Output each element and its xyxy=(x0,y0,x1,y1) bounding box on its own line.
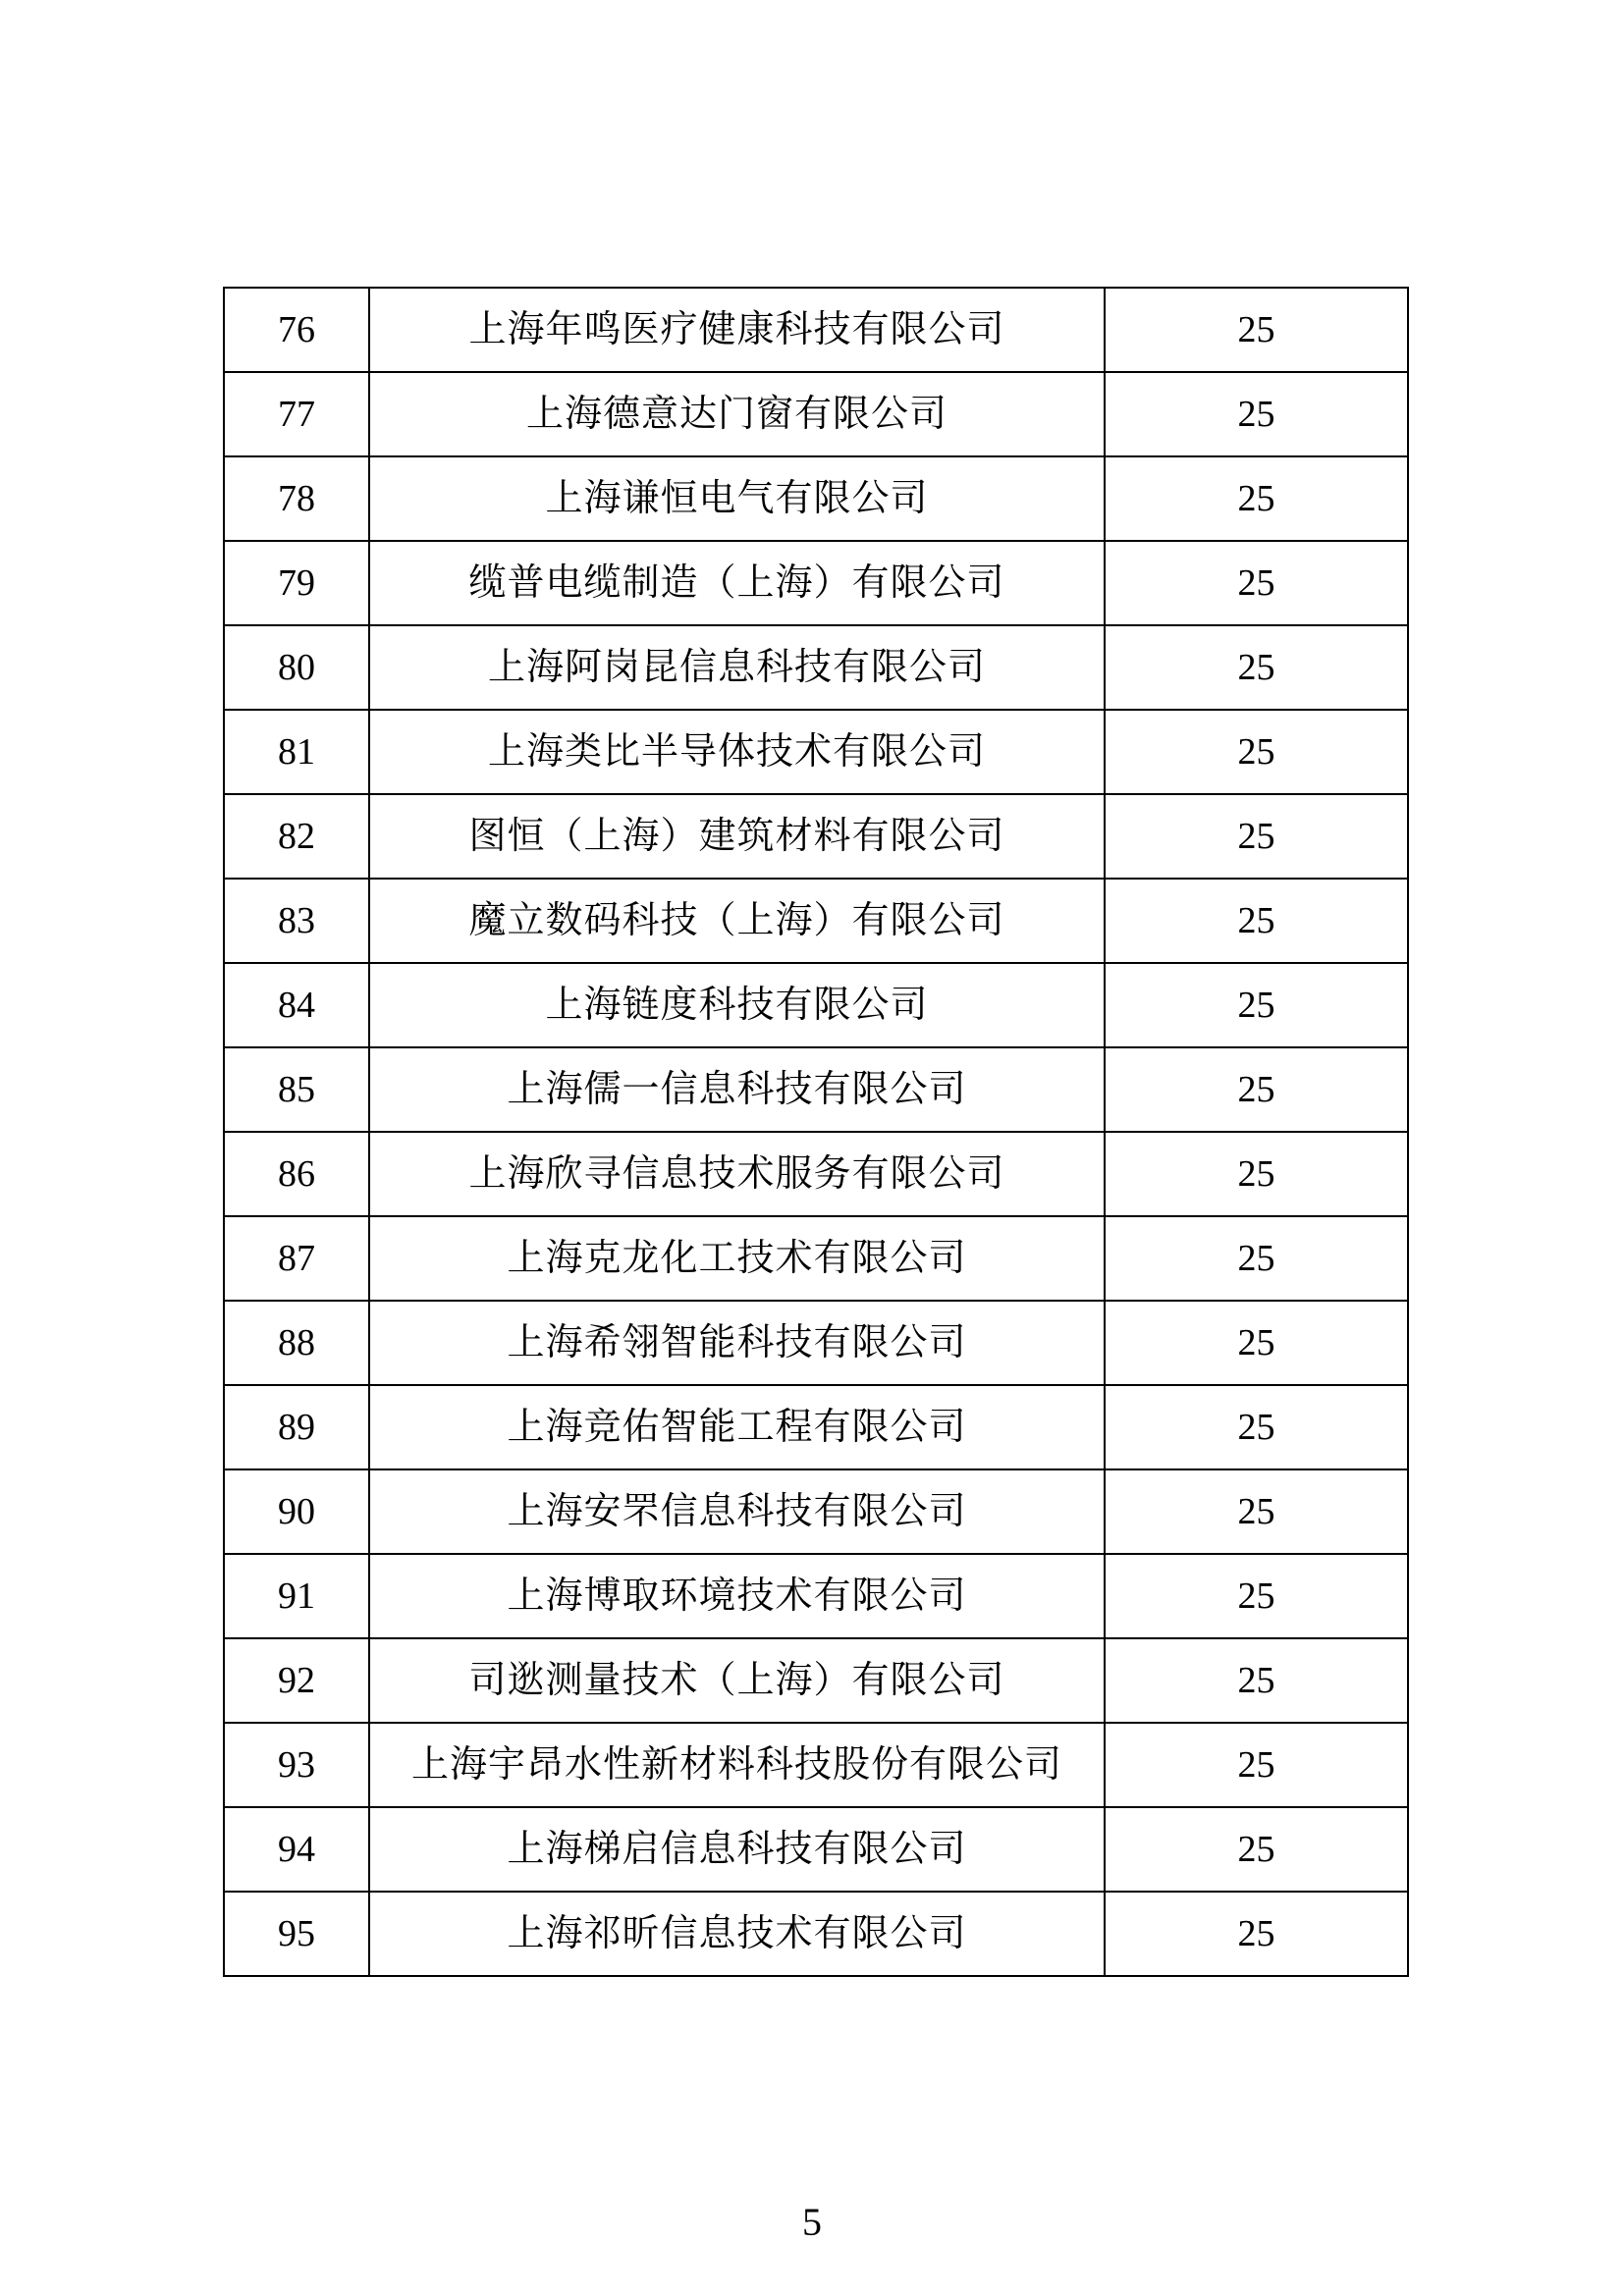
row-number-cell: 81 xyxy=(224,710,369,794)
table-body xyxy=(224,288,1408,1976)
company-name-cell: 上海儒一信息科技有限公司 xyxy=(369,1047,1105,1132)
company-name-cell: 上海安罘信息科技有限公司 xyxy=(369,1469,1105,1554)
table-row xyxy=(224,541,1408,625)
table-row xyxy=(224,794,1408,879)
table-row xyxy=(224,963,1408,1047)
row-number-cell: 91 xyxy=(224,1554,369,1638)
table-row xyxy=(224,1554,1408,1638)
company-name-cell: 上海链度科技有限公司 xyxy=(369,963,1105,1047)
company-name-cell: 上海阿岗昆信息科技有限公司 xyxy=(369,625,1105,710)
score-cell: 25 xyxy=(1105,1047,1408,1132)
company-name-cell: 上海谦恒电气有限公司 xyxy=(369,456,1105,541)
row-number-cell: 77 xyxy=(224,372,369,456)
row-number-cell: 89 xyxy=(224,1385,369,1469)
table-row xyxy=(224,710,1408,794)
score-cell: 25 xyxy=(1105,1216,1408,1301)
company-score-table xyxy=(223,287,1409,1977)
table-row xyxy=(224,456,1408,541)
company-name-cell: 上海克龙化工技术有限公司 xyxy=(369,1216,1105,1301)
company-name-cell: 上海宇昂水性新材料科技股份有限公司 xyxy=(369,1723,1105,1807)
row-number-cell: 93 xyxy=(224,1723,369,1807)
table-row xyxy=(224,1301,1408,1385)
company-name-cell: 上海竞佑智能工程有限公司 xyxy=(369,1385,1105,1469)
score-cell: 25 xyxy=(1105,794,1408,879)
row-number-cell: 90 xyxy=(224,1469,369,1554)
score-cell: 25 xyxy=(1105,625,1408,710)
company-name-cell: 司逖测量技术（上海）有限公司 xyxy=(369,1638,1105,1723)
table-row xyxy=(224,1132,1408,1216)
score-cell: 25 xyxy=(1105,1807,1408,1892)
table-row xyxy=(224,1723,1408,1807)
score-cell: 25 xyxy=(1105,1638,1408,1723)
row-number-cell: 85 xyxy=(224,1047,369,1132)
score-cell: 25 xyxy=(1105,1554,1408,1638)
company-name-cell: 图恒（上海）建筑材料有限公司 xyxy=(369,794,1105,879)
company-name-cell: 上海祁昕信息技术有限公司 xyxy=(369,1892,1105,1976)
company-name-cell: 上海欣寻信息技术服务有限公司 xyxy=(369,1132,1105,1216)
row-number-cell: 80 xyxy=(224,625,369,710)
table-row xyxy=(224,625,1408,710)
table-row xyxy=(224,1469,1408,1554)
score-cell: 25 xyxy=(1105,1385,1408,1469)
score-cell: 25 xyxy=(1105,879,1408,963)
score-cell: 25 xyxy=(1105,1132,1408,1216)
table-row xyxy=(224,1216,1408,1301)
company-name-cell: 上海希翎智能科技有限公司 xyxy=(369,1301,1105,1385)
row-number-cell: 84 xyxy=(224,963,369,1047)
row-number-cell: 79 xyxy=(224,541,369,625)
score-cell: 25 xyxy=(1105,1469,1408,1554)
row-number-cell: 94 xyxy=(224,1807,369,1892)
row-number-cell: 83 xyxy=(224,879,369,963)
row-number-cell: 95 xyxy=(224,1892,369,1976)
score-cell: 25 xyxy=(1105,288,1408,372)
company-name-cell: 上海梯启信息科技有限公司 xyxy=(369,1807,1105,1892)
page-number: 5 xyxy=(802,2200,822,2244)
table-row xyxy=(224,1892,1408,1976)
row-number-cell: 88 xyxy=(224,1301,369,1385)
company-name-cell: 上海博取环境技术有限公司 xyxy=(369,1554,1105,1638)
row-number-cell: 76 xyxy=(224,288,369,372)
company-name-cell: 缆普电缆制造（上海）有限公司 xyxy=(369,541,1105,625)
score-cell: 25 xyxy=(1105,372,1408,456)
score-cell: 25 xyxy=(1105,1892,1408,1976)
table-row xyxy=(224,1638,1408,1723)
row-number-cell: 92 xyxy=(224,1638,369,1723)
score-cell: 25 xyxy=(1105,541,1408,625)
score-cell: 25 xyxy=(1105,1301,1408,1385)
table-row xyxy=(224,1807,1408,1892)
row-number-cell: 87 xyxy=(224,1216,369,1301)
row-number-cell: 82 xyxy=(224,794,369,879)
company-name-cell: 魔立数码科技（上海）有限公司 xyxy=(369,879,1105,963)
table-row xyxy=(224,1047,1408,1132)
company-name-cell: 上海年鸣医疗健康科技有限公司 xyxy=(369,288,1105,372)
company-name-cell: 上海类比半导体技术有限公司 xyxy=(369,710,1105,794)
table-row xyxy=(224,288,1408,372)
score-cell: 25 xyxy=(1105,456,1408,541)
table-row xyxy=(224,879,1408,963)
score-cell: 25 xyxy=(1105,963,1408,1047)
row-number-cell: 78 xyxy=(224,456,369,541)
company-name-cell: 上海德意达门窗有限公司 xyxy=(369,372,1105,456)
table-row xyxy=(224,1385,1408,1469)
score-cell: 25 xyxy=(1105,710,1408,794)
table-row xyxy=(224,372,1408,456)
row-number-cell: 86 xyxy=(224,1132,369,1216)
score-cell: 25 xyxy=(1105,1723,1408,1807)
